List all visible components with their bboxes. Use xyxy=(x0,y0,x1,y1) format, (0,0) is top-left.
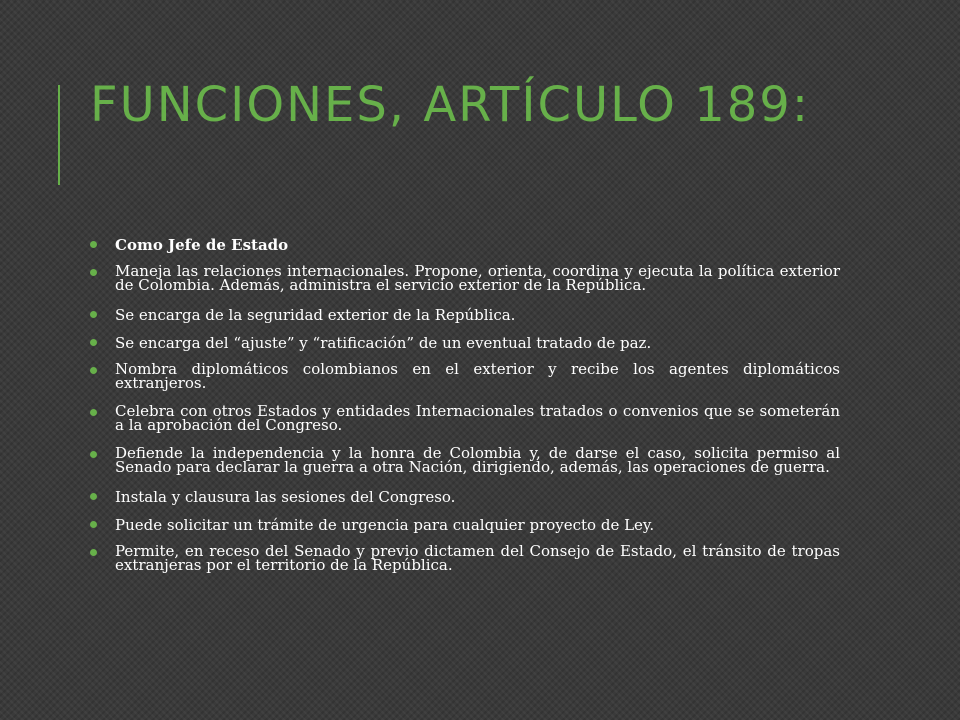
bullet-dot-icon xyxy=(90,521,97,528)
list-item xyxy=(90,236,840,254)
list-item xyxy=(90,264,840,292)
list-item xyxy=(90,488,840,506)
list-item xyxy=(90,334,840,352)
list-item xyxy=(90,404,840,432)
bullet-text: Celebra con otros Estados y entidades Internacionales tratados o convenios que se someterán a la aprobación del Congreso. xyxy=(115,402,840,434)
bullet-list xyxy=(90,236,840,586)
bullet-dot-icon xyxy=(90,549,97,556)
title-accent-bar xyxy=(58,85,60,185)
bullet-dot-icon xyxy=(90,451,97,458)
bullet-text: Se encarga de la seguridad exterior de la República. xyxy=(115,306,516,324)
bullet-text: Defiende la independencia y la honra de Colombia y, de darse el caso, solicita permiso al Senado para declarar la guerra a otra Nación, dirigiendo, además, las operaciones de guerra. xyxy=(115,444,840,476)
bullet-text: Permite, en receso del Senado y previo dictamen del Consejo de Estado, el tránsito de tropas extranjeras por el territorio de la República. xyxy=(115,542,840,574)
bullet-text: Instala y clausura las sesiones del Congreso. xyxy=(115,488,456,506)
bullet-dot-icon xyxy=(90,409,97,416)
bullet-dot-icon xyxy=(90,311,97,318)
list-item xyxy=(90,306,840,324)
bullet-dot-icon xyxy=(90,241,97,248)
list-item xyxy=(90,544,840,572)
bullet-text: Se encarga del “ajuste” y “ratificación” de un eventual tratado de paz. xyxy=(115,334,652,352)
bullet-dot-icon xyxy=(90,339,97,346)
bullet-text: Nombra diplomáticos colombianos en el exterior y recibe los agentes diplomáticos extranjeros. xyxy=(115,360,840,392)
bullet-dot-icon xyxy=(90,269,97,276)
bullet-text: Puede solicitar un trámite de urgencia para cualquier proyecto de Ley. xyxy=(115,516,655,534)
bullet-text: Maneja las relaciones internacionales. Propone, orienta, coordina y ejecuta la política exterior de Colombia. Además, administra el servicio exterior de la República. xyxy=(115,262,840,294)
list-item xyxy=(90,362,840,390)
bullet-dot-icon xyxy=(90,493,97,500)
list-item xyxy=(90,446,840,474)
slide-title: FUNCIONES, ARTÍCULO 189: xyxy=(90,77,810,133)
bullet-dot-icon xyxy=(90,367,97,374)
list-item xyxy=(90,516,840,534)
bullet-text: Como Jefe de Estado xyxy=(115,236,289,254)
